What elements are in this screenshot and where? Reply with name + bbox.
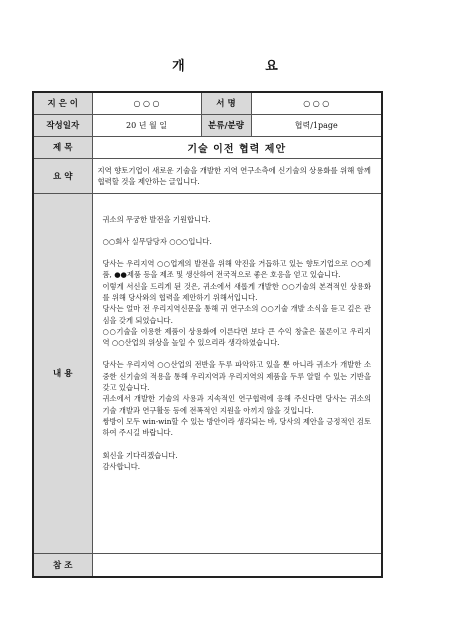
content-paragraph: 당사는 우리지역 ○○산업의 전반을 두루 파악하고 있을 뿐 아니라 귀소가 개발한 소중한 신기술의 적용을 통해 우리지역과 우리지역의 제품을 두루 알릴 수 있는 기반을 갖고 있습니다. (102, 360, 371, 393)
date-label: 작성일자 (33, 114, 92, 136)
category-value: 협력/1page (251, 114, 382, 136)
overview-form (32, 91, 383, 578)
paragraph-gap (103, 439, 372, 450)
subject-value: 기술 이전 협력 제안 (92, 136, 382, 158)
content-body (92, 193, 382, 553)
author-label: 지 은 이 (33, 92, 92, 114)
content-paragraph: 이렇게 서신을 드리게 된 것은, 귀소에서 새롭게 개발한 ○○기술의 본격적인 상용화를 위해 당사와의 협력을 제안하기 위해서입니다. (102, 281, 371, 302)
signature-value: ○ ○ ○ (251, 92, 382, 114)
author-value: ○ ○ ○ (92, 92, 201, 114)
document-title: 개 요 (172, 59, 316, 74)
signature-label: 서 명 (201, 92, 251, 114)
category-label: 분류/분량 (201, 114, 251, 136)
paragraph-gap (103, 225, 372, 236)
content-paragraph: 귀소의 무궁한 발전을 기원합니다. (102, 214, 211, 224)
subject-label: 제 목 (33, 136, 92, 158)
content-paragraph: 귀소에서 개발한 기술의 사용과 지속적인 연구협력에 응해 주신다면 당사는 귀소의 기술 개발과 연구활동 등에 전폭적인 지원을 아끼지 않을 것입니다. (102, 394, 371, 415)
content-paragraph: 당사는 우리지역 ○○업계의 발전을 위해 약진을 거듭하고 있는 향토기업으로 ○○제품, ●●제품 등을 제조 및 생산하여 전국적으로 좋은 호응을 얻고 있습니다. (102, 259, 371, 280)
content-paragraph: 회신을 기다리겠습니다. (102, 450, 178, 460)
paragraph-gap (103, 247, 372, 258)
content-label: 내 용 (33, 193, 92, 553)
content-paragraph: ○○기술을 이용한 제품이 상용화에 이른다면 보다 큰 수익 창출은 물론이고 우리지역 ○○산업의 위상을 높일 수 있으리라 생각하였습니다. (102, 326, 371, 348)
reference-label: 참 조 (33, 553, 92, 577)
content-paragraph: ○○회사 실무담당자 ○○○입니다. (102, 236, 212, 246)
letter-text (103, 214, 372, 473)
paragraph-gap (103, 348, 372, 359)
content-paragraph: 감사합니다. (102, 461, 141, 471)
reference-value (92, 553, 382, 577)
date-value: 20 년 월 일 (92, 114, 201, 136)
summary-value: 지역 향토기업이 새로운 기술을 개발한 지역 연구소측에 신기술의 상용화를 위해 함께 협력할 것을 제안하는 글입니다. (92, 158, 382, 193)
content-paragraph: 당사는 얼마 전 우리지역신문을 통해 귀 연구소의 ○○기술 개발 소식을 듣고 깊은 관심을 갖게 되었습니다. (102, 304, 371, 325)
summary-label: 요 약 (33, 158, 92, 193)
content-paragraph: 쌍방이 모두 win-win할 수 있는 방안이라 생각되는 바, 당사의 제안을 긍정적인 검토하여 주시길 바랍니다. (102, 416, 371, 438)
